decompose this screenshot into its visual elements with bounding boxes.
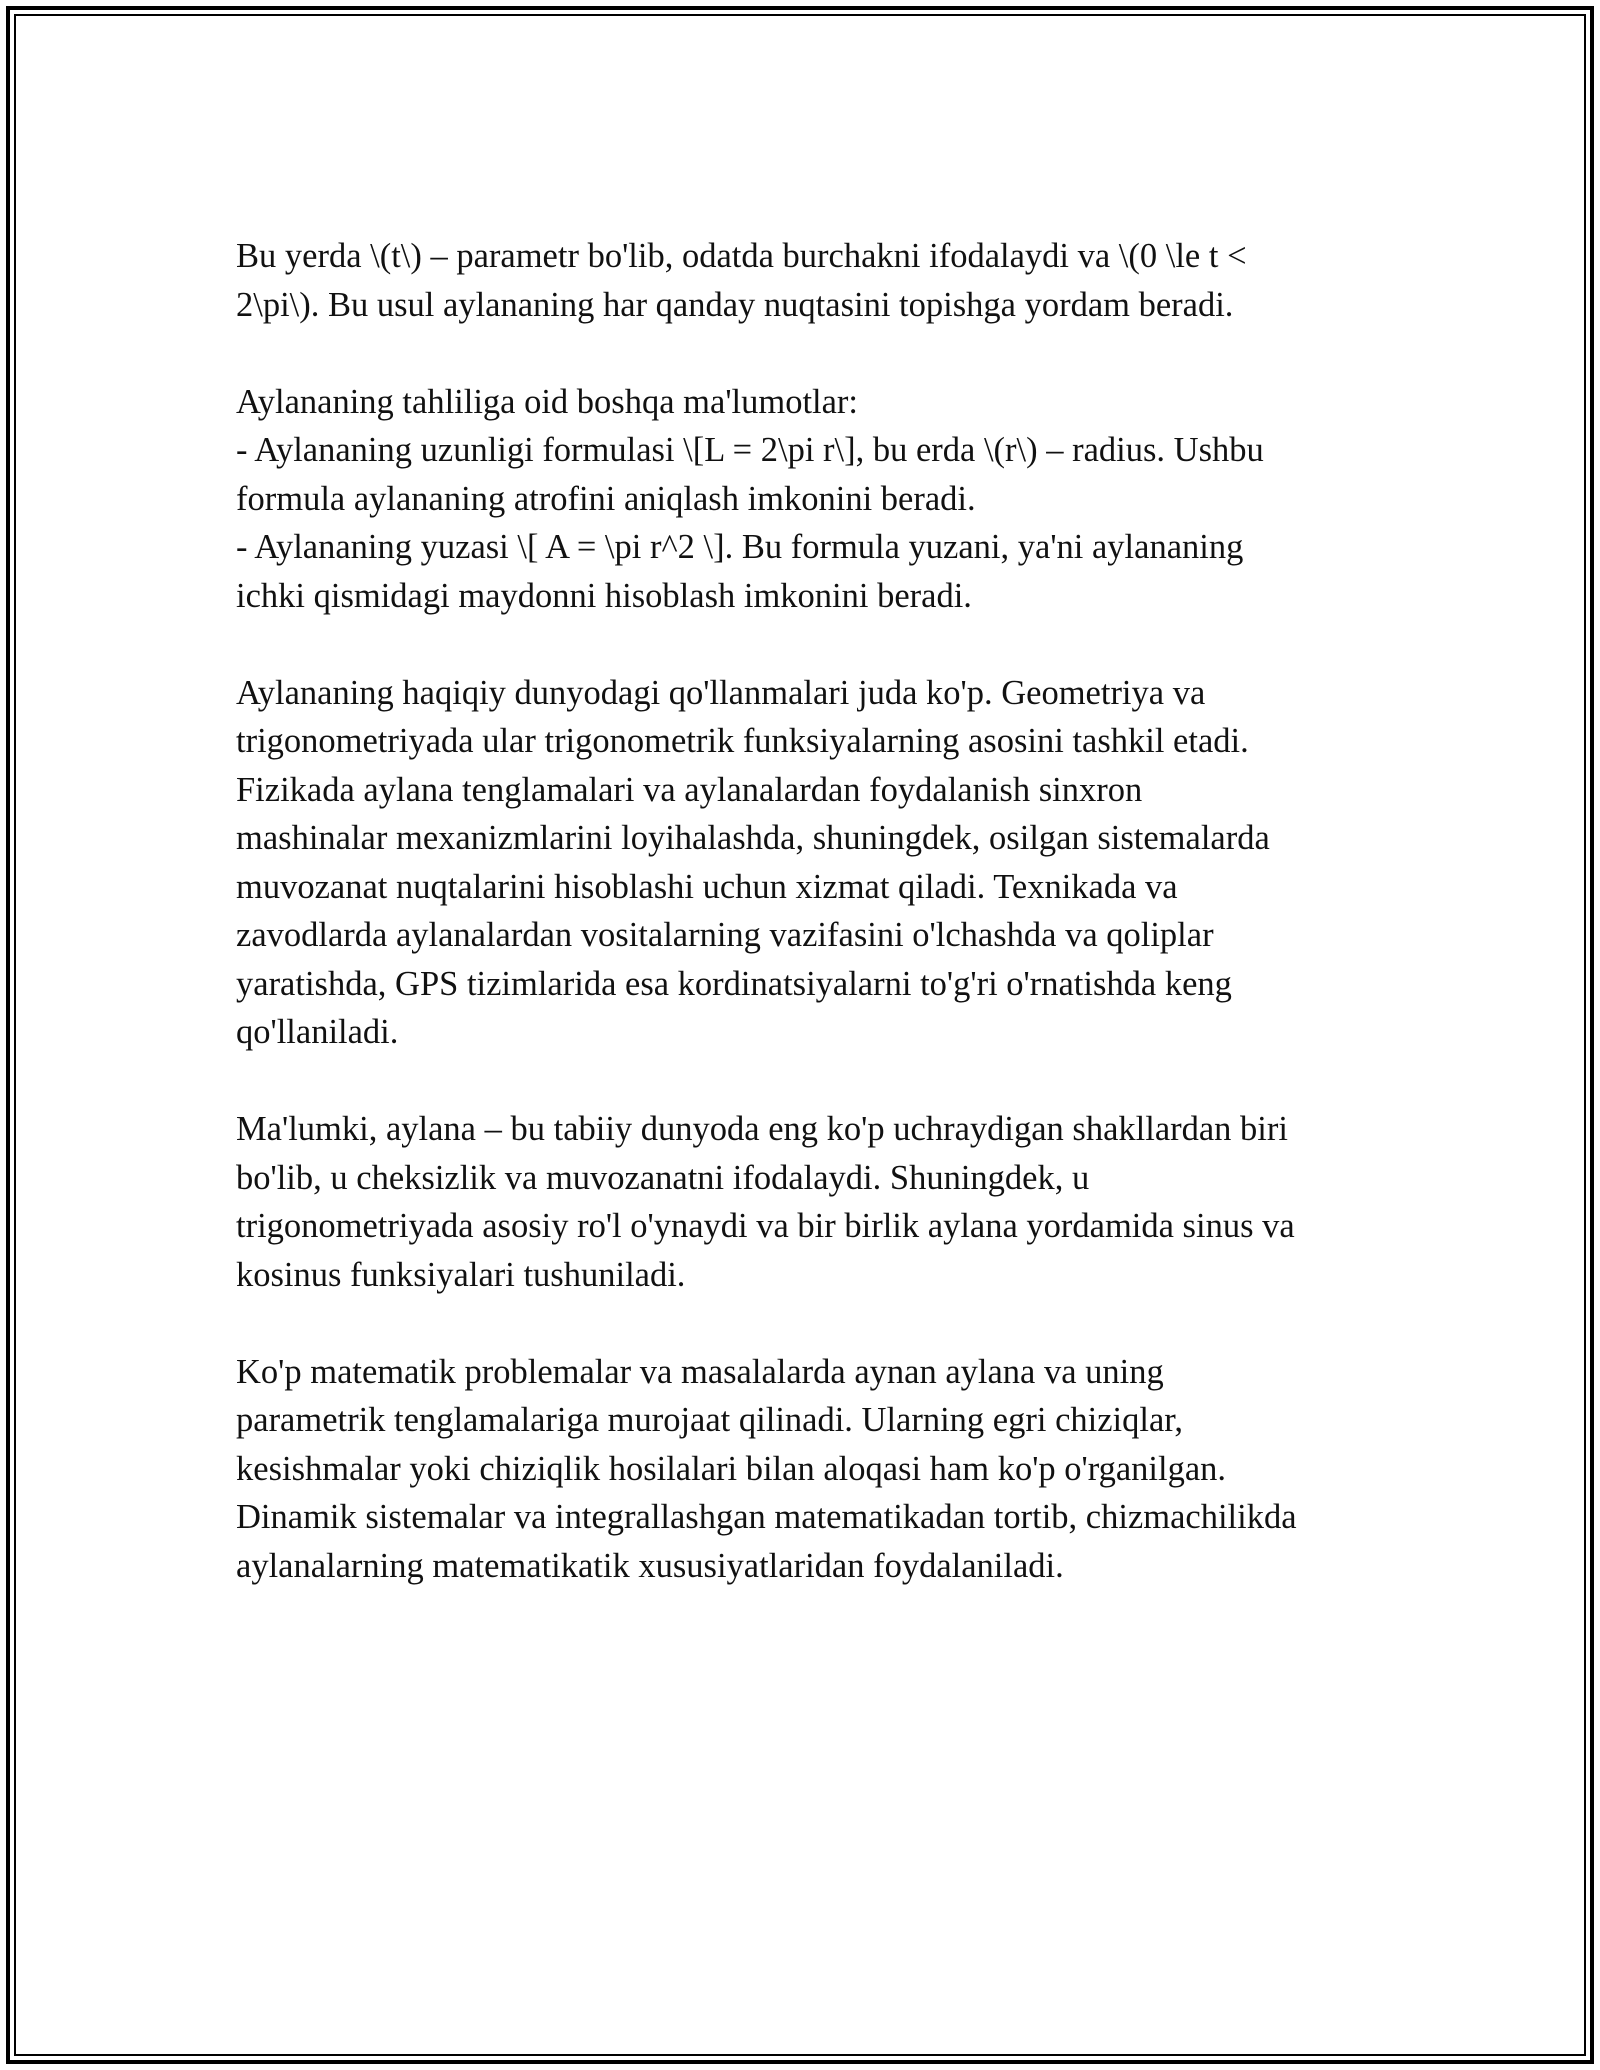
text-line: Fizikada aylana tenglamalari va aylanalardan foydalanish sinxron xyxy=(236,770,1143,809)
text-line: aylanalarning matematikatik xususiyatlaridan foydalaniladi. xyxy=(236,1546,1064,1585)
text-line: muvozanat nuqtalarini hisoblashi uchun xizmat qiladi. Texnikada va xyxy=(236,867,1178,906)
text-line: Bu yerda \(t\) – parametr bo'lib, odatda burchakni ifodalaydi va \(0 \le t < xyxy=(236,237,1247,275)
text-line: Aylananing haqiqiy dunyodagi qo'llanmalari juda ko'p. Geometriya va xyxy=(236,673,1206,712)
text-line: zavodlarda aylanalardan vositalarning vazifasini o'lchashda va qoliplar xyxy=(236,916,1214,954)
paragraph-problems xyxy=(236,1348,1376,1591)
text-line: kosinus funksiyalari tushuniladi. xyxy=(236,1255,686,1294)
document-body xyxy=(236,232,1376,1639)
text-line: trigonometriyada asosiy ro'l o'ynaydi va bir birlik aylana yordamida sinus va xyxy=(236,1207,1295,1245)
text-line: kesishmalar yoki chiziqlik hosilalari bilan aloqasi ham ko'p o'rganilgan. xyxy=(236,1449,1227,1488)
text-line: - Aylananing yuzasi \[ A = \pi r^2 \]. Bu formula yuzani, ya'ni aylananing xyxy=(236,528,1244,566)
text-line: qo'llaniladi. xyxy=(236,1013,399,1051)
text-line: Ma'lumki, aylana – bu tabiiy dunyoda eng ko'p uchraydigan shakllardan biri xyxy=(236,1110,1288,1148)
paragraph-applications xyxy=(236,669,1376,1057)
text-line: ichki qismidagi maydonni hisoblash imkonini beradi. xyxy=(236,576,972,615)
text-line: 2\pi\). Bu usul aylananing har qanday nuqtasini topishga yordam beradi. xyxy=(236,285,1234,324)
paragraph-nature xyxy=(236,1105,1376,1299)
text-line: Ko'p matematik problemalar va masalalarda aynan aylana va uning xyxy=(236,1352,1164,1391)
text-line: Dinamik sistemalar va integrallashgan matematikadan tortib, chizmachilikda xyxy=(236,1498,1297,1536)
paragraph-circle-formulas xyxy=(236,378,1376,621)
text-line: parametrik tenglamalariga murojaat qilinadi. Ularning egri chiziqlar, xyxy=(236,1401,1183,1439)
paragraph-parametric-note xyxy=(236,232,1376,329)
text-line: formula aylananing atrofini aniqlash imkonini beradi. xyxy=(236,479,976,518)
text-line: - Aylananing uzunligi formulasi \[L = 2\pi r\], bu erda \(r\) – radius. Ushbu xyxy=(236,431,1264,469)
text-line: bo'lib, u cheksizlik va muvozanatni ifodalaydi. Shuningdek, u xyxy=(236,1158,1090,1197)
text-line: yaratishda, GPS tizimlarida esa kordinatsiyalarni to'g'ri o'rnatishda keng xyxy=(236,964,1232,1003)
text-line: mashinalar mexanizmlarini loyihalashda, shuningdek, osilgan sistemalarda xyxy=(236,819,1270,857)
text-line: Aylananing tahliliga oid boshqa ma'lumotlar: xyxy=(236,382,859,421)
text-line: trigonometriyada ular trigonometrik funksiyalarning asosini tashkil etadi. xyxy=(236,722,1249,760)
